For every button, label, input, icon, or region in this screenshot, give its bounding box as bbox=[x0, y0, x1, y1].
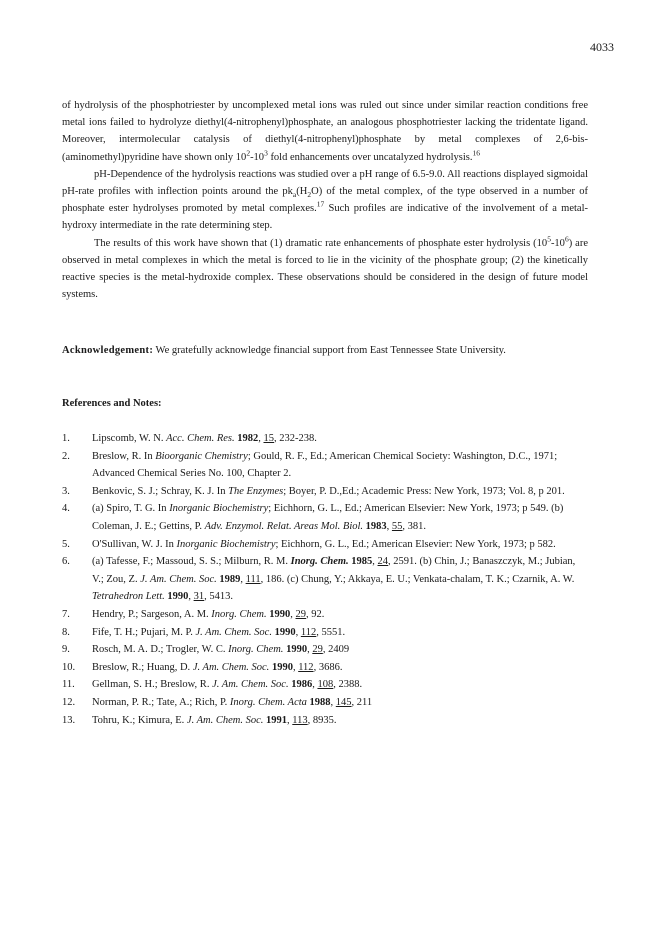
reference-item bbox=[62, 624, 588, 642]
reference-text: Breslow, R.; Huang, D. J. Am. Chem. Soc. 1990, 112, 3686. bbox=[92, 661, 343, 673]
reference-number: 10. bbox=[62, 661, 76, 673]
paragraph-2 bbox=[62, 166, 588, 235]
reference-number: 5. bbox=[62, 538, 70, 550]
reference-number: 8. bbox=[62, 626, 70, 638]
reference-item bbox=[62, 606, 588, 624]
references-list bbox=[62, 430, 588, 729]
reference-number: 11. bbox=[62, 679, 75, 691]
reference-text: Rosch, M. A. D.; Trogler, W. C. Inorg. Chem. 1990, 29, 2409 bbox=[92, 644, 350, 656]
reference-number: 7. bbox=[62, 608, 70, 620]
paragraph-1 bbox=[62, 97, 588, 166]
reference-number: 6. bbox=[62, 556, 70, 568]
reference-number: 1. bbox=[62, 433, 70, 444]
paragraph-3 bbox=[62, 235, 588, 304]
acknowledgement bbox=[62, 344, 588, 359]
body-text bbox=[62, 97, 588, 303]
reference-number: 2. bbox=[62, 450, 70, 462]
reference-item bbox=[62, 430, 588, 448]
reference-text: Fife, T. H.; Pujari, M. P. J. Am. Chem. Soc. 1990, 112, 5551. bbox=[92, 626, 346, 638]
p2-tail: O) of the metal complex, of the type observed in a number of phosphate ester hydrolyses promoted by metal complexes. bbox=[62, 186, 589, 215]
p1-citation: 16 bbox=[472, 148, 480, 158]
p3-tail: ) are observed in metal complexes in which the metal is forced to lie in the vicinity of the phosphate group; (2) the kinetically reactive species is the metal-hydroxide complex. These observations should be considered in the design of future model systems. bbox=[62, 237, 588, 301]
reference-item bbox=[62, 641, 588, 659]
reference-number: 4. bbox=[62, 503, 70, 515]
p2-sub2: 2 bbox=[307, 190, 312, 200]
p2-end: Such profiles are indicative of the involvement of a metal-hydroxy intermediate in the rate determining step. bbox=[62, 203, 588, 232]
reference-text: Tohru, K.; Kimura, E. J. Am. Chem. Soc. 1991, 113, 8935. bbox=[92, 714, 337, 726]
references-heading: References and Notes: bbox=[62, 398, 162, 409]
reference-text: O'Sullivan, W. J. In Inorganic Biochemistry; Eichhorn, G. L., Ed.; American Elsevier: New York, 1973; p 582. bbox=[92, 538, 556, 550]
reference-text: Breslow, R. In Bioorganic Chemistry; Gould, R. F., Ed.; American Chemical Society: Washington, D.C., 1971; Advanced Chemical Series No. 100, Chapter 2. bbox=[92, 450, 558, 480]
p3-sup1: 5 bbox=[547, 234, 551, 244]
reference-item bbox=[62, 483, 588, 501]
p2-sub1: a bbox=[292, 190, 297, 200]
p1-mid: -10 bbox=[250, 151, 265, 163]
p1-sup2: 3 bbox=[264, 148, 268, 158]
reference-text: (a) Spiro, T. G. In Inorganic Biochemistry; Eichhorn, G. L., Ed.; American Elsevier: New York, 1973; p 549. (b) Coleman, J. E.; Gettins, P. Adv. Enzymol. Relat. Areas Mol. Biol. 1983, 55, 381. bbox=[92, 503, 564, 532]
reference-text: (a) Tafesse, F.; Massoud, S. S.; Milburn, R. M. Inorg. Chem. 1985, 24, 2591. (b) Chin, J.; Banaszczyk, M.; Jubian, V.; Zou, Z. J. Am. Chem. Soc. 1989, 111, 186. (c) Chung, Y.; Akkaya, E. U.; Venkata-chalam, T. K.; Czarnik, A. W. Tetrahedron Lett. 1990, 31, 5413. bbox=[92, 556, 576, 603]
reference-text: Lipscomb, W. N. Acc. Chem. Res. 1982, 15, 232-238. bbox=[92, 433, 317, 444]
reference-item bbox=[62, 500, 588, 535]
page-number: 4033 bbox=[590, 40, 614, 54]
reference-item bbox=[62, 659, 588, 677]
reference-number: 13. bbox=[62, 714, 76, 726]
reference-item bbox=[62, 712, 588, 730]
reference-text: Norman, P. R.; Tate, A.; Rich, P. Inorg. Chem. Acta 1988, 145, 211 bbox=[92, 696, 373, 708]
p3-sup2: 6 bbox=[564, 234, 569, 244]
reference-item bbox=[62, 553, 588, 606]
reference-item bbox=[62, 448, 588, 483]
reference-text: Gellman, S. H.; Breslow, R. J. Am. Chem. Soc. 1986, 108, 2388. bbox=[92, 679, 363, 691]
reference-item bbox=[62, 536, 588, 554]
reference-number: 9. bbox=[62, 644, 70, 656]
reference-item bbox=[62, 694, 588, 712]
p2-citation: 17 bbox=[316, 199, 325, 209]
p3-mid: -10 bbox=[550, 237, 565, 249]
p2-mid: (H bbox=[296, 186, 308, 198]
reference-text: Benkovic, S. J.; Schray, K. J. In The Enzymes; Boyer, P. D.,Ed.; Academic Press: New York, 1973; Vol. 8, p 201. bbox=[92, 485, 565, 497]
p3-text: The results of this work have shown that (1) dramatic rate enhancements of phosphate ester hydrolysis (10 bbox=[94, 237, 548, 249]
p2-text: pH-Dependence of the hydrolysis reactions was studied over a pH range of 6.5-9.0. All reactions displayed sigmoidal pH-rate profiles with inflection points around the pk bbox=[62, 168, 588, 198]
reference-number: 12. bbox=[62, 696, 76, 708]
reference-text: Hendry, P.; Sargeson, A. M. Inorg. Chem. 1990, 29, 92. bbox=[92, 608, 325, 620]
reference-item bbox=[62, 676, 588, 694]
acknowledgement-label: Acknowledgement: bbox=[62, 345, 154, 356]
reference-number: 3. bbox=[62, 485, 70, 497]
p1-tail: fold enhancements over uncatalyzed hydrolysis. bbox=[267, 151, 473, 163]
p1-text: of hydrolysis of the phosphotriester by uncomplexed metal ions was ruled out since under similar reaction conditions free metal ions failed to hydrolyze diethyl(4-nitrophenyl)phosphate, an analogous phosphotriester lacking the tridentate ligand. Moreover, intermolecular catalysis of diethyl(4-nitrophenyl)phosphate by metal complexes of 2,6-bis-(aminomethyl)pyridine have shown only 10 bbox=[62, 100, 588, 163]
acknowledgement-text: We gratefully acknowledge financial support from East Tennessee State University. bbox=[153, 345, 506, 356]
p1-sup1: 2 bbox=[246, 148, 251, 158]
